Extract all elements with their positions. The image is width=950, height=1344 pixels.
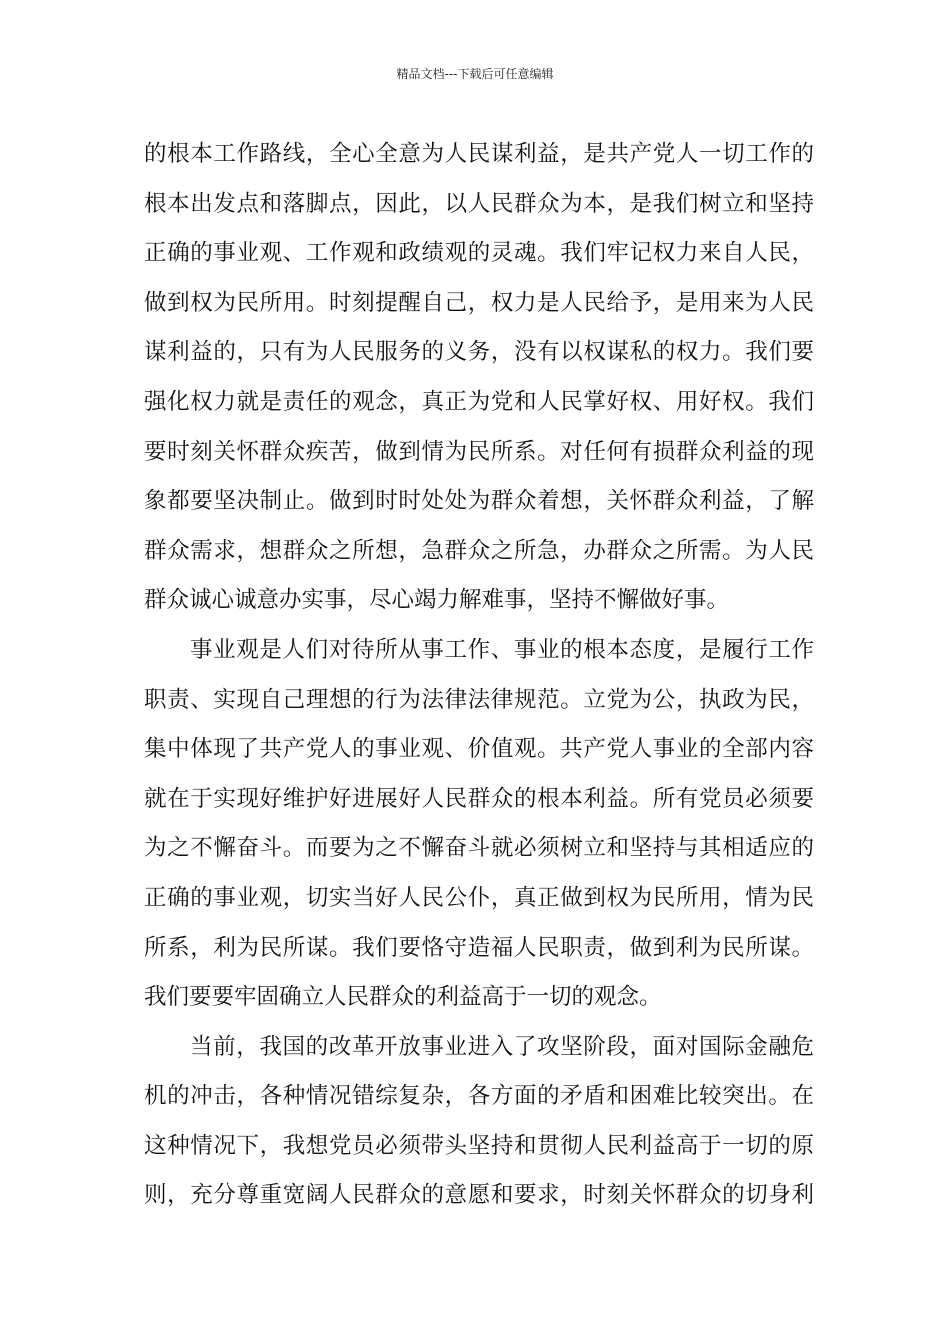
text-line: 做到权为民所用。时刻提醒自己，权力是人民给予，是用来为人民 [144,289,814,316]
text-line: 的根本工作路线，全心全意为人民谋利益，是共产党人一切工作的 [144,141,814,167]
paragraph-3 [144,1023,814,1221]
text-line: 群众需求，想群众之所想，急群众之所急，办群众之所需。为人民 [144,537,814,564]
paragraph-1 [144,130,814,626]
text-line: 职责、实现自己理想的行为法律法律规范。立党为公，执政为民， [144,686,814,713]
text-line: 谋利益的，只有为人民服务的义务，没有以权谋私的权力。我们要 [144,339,814,366]
text-line: 正确的事业观，切实当好人民公仆，真正做到权为民所用，情为民 [144,884,814,911]
text-line: 强化权力就是责任的观念，真正为党和人民掌好权、用好权。我们 [144,388,814,415]
text-line: 当前，我国的改革开放事业进入了攻坚阶段，面对国际金融危 [190,1033,814,1060]
text-line: 集中体现了共产党人的事业观、价值观。共产党人事业的全部内容 [144,736,814,763]
text-line: 根本出发点和落脚点，因此，以人民群众为本，是我们树立和坚持 [144,190,814,217]
text-line: 事业观是人们对待所从事工作、事业的根本态度，是履行工作 [190,636,814,663]
text-line: 这种情况下，我想党员必须带头坚持和贯彻人民利益高于一切的原 [144,1132,814,1159]
text-line: 则，充分尊重宽阔人民群众的意愿和要求，时刻关怀群众的切身利 [144,1182,814,1209]
text-line: 要时刻关怀群众疾苦，做到情为民所系。对任何有损群众利益的现 [144,438,814,465]
document-body [144,130,814,1221]
text-line: 象都要坚决制止。做到时时处处为群众着想，关怀群众利益，了解 [144,488,814,515]
page-header: 精品文档---下载后可任意编辑 [396,67,554,81]
text-line: 正确的事业观、工作观和政绩观的灵魂。我们牢记权力来自人民， [144,240,814,267]
paragraph-2 [144,626,814,1023]
text-line: 就在于实现好维护好进展好人民群众的根本利益。所有党员必须要 [144,785,814,812]
text-line: 群众诚心诚意办实事，尽心竭力解难事，坚持不懈做好事。 [144,587,730,614]
text-line: 我们要要牢固确立人民群众的利益高于一切的观念。 [144,984,662,1011]
text-line: 机的冲击，各种情况错综复杂，各方面的矛盾和困难比较突出。在 [144,1083,814,1110]
text-line: 为之不懈奋斗。而要为之不懈奋斗就必须树立和坚持与其相适应的 [144,835,814,862]
text-line: 所系，利为民所谋。我们要恪守造福人民职责，做到利为民所谋。 [144,934,814,961]
